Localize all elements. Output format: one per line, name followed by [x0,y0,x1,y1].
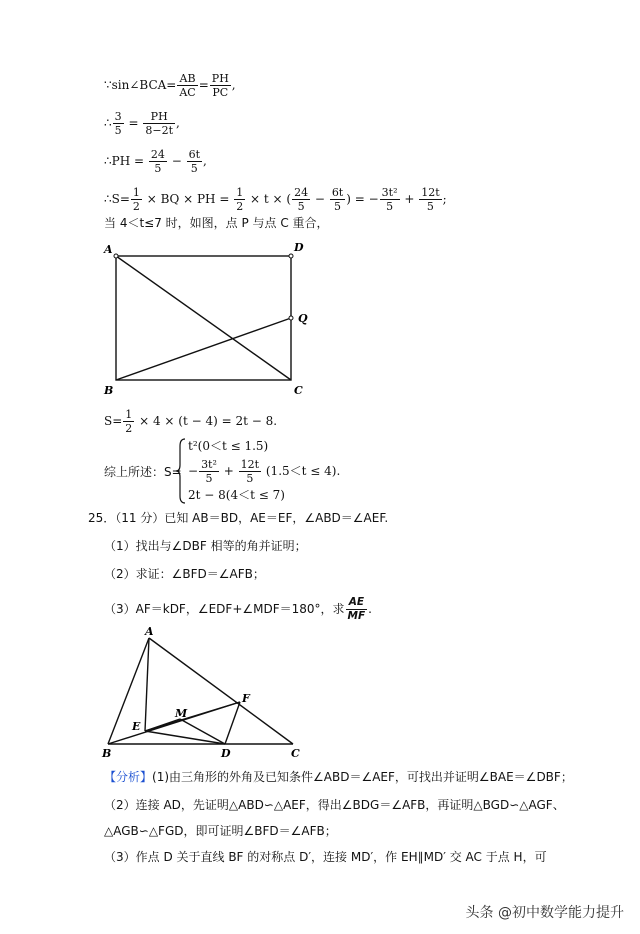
frac-den: 2 [132,200,140,213]
summary-label: 综上所述：S= [104,465,182,479]
figure-triangle-abc [98,624,318,764]
label-a: A [145,625,154,638]
expr: × t × ( [250,192,292,206]
segment-ac [149,638,293,744]
segment-em [145,719,180,731]
frac-num: 12t [421,186,440,199]
expr: × 4 × (t − 4) = 2t − 8. [139,414,278,428]
segment-bq [116,318,291,380]
punct: ; [442,192,447,206]
segment-ab [108,638,149,744]
solution-line-6 [104,408,277,435]
analysis-line-1 [104,768,573,786]
analysis-line-3: △AGB∽△FGD，即可证明∠BFD＝∠AFB； [104,824,337,838]
label-q: Q [298,312,308,325]
fraction-half [123,408,134,435]
point-q [289,316,293,320]
range: (1.5＜t ≤ 4) [265,464,337,478]
therefore: ∴ [104,116,112,130]
frac-den: 2 [236,200,244,213]
frac-den: 5 [386,200,394,213]
frac-num: 24 [150,148,165,161]
frac-num: PH [211,72,229,85]
label-c: C [291,747,300,760]
punct: , [176,116,180,130]
frac-num: 6t [331,186,344,199]
analysis-line-2: （2）连接 AD，先证明△ABD∽△AEF，得出∠BDG＝∠AFB，再证明△BGD∽△AGF、 [104,798,565,812]
minus: − [188,464,199,478]
solution-line-3 [104,148,207,175]
case-3: 2t − 8(4＜t ≤ 7) [188,488,285,502]
label-e: E [132,720,141,733]
point-a [114,254,118,258]
diagonal-ac [116,256,291,380]
fraction-ab-ac [177,72,197,99]
brace [176,438,186,504]
frac-den: 5 [426,200,434,213]
fraction-ae-mf [346,596,368,623]
fraction-half-2 [234,186,245,213]
fraction-ph-pc [210,72,231,99]
expr: × BQ × PH = [146,192,230,206]
frac-num: 12t [240,458,260,471]
punct: . [336,464,341,478]
solution-line-4 [104,186,447,213]
label-a: A [104,243,113,256]
frac-den: 5 [334,200,342,213]
case-1: t²(0＜t ≤ 1.5) [188,439,269,453]
frac-den: PC [212,86,229,99]
s-eq: S= [104,414,123,428]
plus: + [223,464,234,478]
fraction-ph-8-2t [143,110,175,137]
frac-den: 5 [246,472,254,485]
segment-fd [225,702,240,744]
expr: ) = − [346,192,379,206]
frac-num: 3 [114,110,122,123]
frac-den: 5 [190,162,198,175]
watermark-footer: 头条 @初中数学能力提升 [465,905,624,921]
analysis-line-4: （3）作点 D 关于直线 BF 的对称点 D′，连接 MD′，作 EH∥MD′ 交 AC 于点 H，可 [104,850,547,864]
q3-text: （3）AF＝kDF，∠EDF+∠MDF＝180°，求 [104,602,345,616]
solution-line-5: 当 4＜t≤7 时，如图，点 P 与点 C 重合， [104,216,329,230]
minus: − [171,154,182,168]
fraction-12t-5 [419,186,441,213]
frac-num: 3t² [201,458,217,471]
punct: . [368,602,372,616]
fraction-6t-5 [330,186,345,213]
punct: , [231,78,236,92]
fraction-24-5 [292,186,310,213]
frac-num: 1 [125,408,133,421]
solution-line-1: ∵sin∠BCA= $\frac{AB}{AC}$ = $\frac{PH}{PC}$ , [104,72,236,99]
problem-25-q3 [104,596,372,623]
fraction-6t-5 [187,148,202,175]
case-2 [188,458,340,485]
frac-num: 1 [132,186,140,199]
plus: + [404,192,415,206]
frac-num: 1 [236,186,244,199]
fraction-24-5 [149,148,167,175]
frac-den: 5 [154,162,162,175]
punct: , [203,154,207,168]
problem-25-header: 25．（11 分）已知 AB＝BD，AE＝EF，∠ABD＝∠AEF. [88,511,389,525]
point-d [289,254,293,258]
label-c: C [294,384,303,397]
frac-den: 5 [297,200,305,213]
frac-den: 5 [205,472,213,485]
label-b: B [102,747,112,760]
analysis-tag: 【分析】 [104,770,153,784]
minus: − [314,192,325,206]
fraction-half [131,186,142,213]
sin-text: ∵sin∠BCA= [104,78,177,92]
segment-ae [145,638,149,731]
fraction-3-5 [113,110,124,137]
analysis-text: (1)由三角形的外角及已知条件∠ABD＝∠AEF，可找出并证明∠BAE＝∠DBF； [152,770,573,784]
problem-25-q1: （1）找出与∠DBF 相等的角并证明； [104,539,307,553]
frac-den: MF [347,610,366,622]
frac-num: 24 [294,186,309,199]
label-f: F [242,692,250,705]
fraction-3t2-5 [380,186,400,213]
frac-den: 5 [114,124,122,137]
eq: = [128,116,139,130]
label-b: B [104,384,114,397]
frac-num: 3t² [381,186,398,199]
fraction-12t-5 [239,458,261,485]
label-d: D [294,241,304,254]
solution-line-2 [104,110,180,137]
therefore-s: ∴S= [104,192,130,206]
label-m: M [175,707,188,720]
frac-den: 2 [125,422,133,435]
therefore-ph: ∴PH = [104,154,145,168]
figure-rectangle-abcd [98,236,318,402]
frac-den: 8−2t [145,124,173,137]
fraction-3t2-5 [199,458,219,485]
frac-num: AB [177,72,197,86]
label-d: D [221,747,231,760]
frac-num: 6t [188,148,201,161]
frac-num: AE [346,596,368,610]
frac-den: AC [179,86,196,99]
frac-num: PH [143,110,175,124]
problem-25-q2: （2）求证：∠BFD＝∠AFB； [104,567,265,581]
